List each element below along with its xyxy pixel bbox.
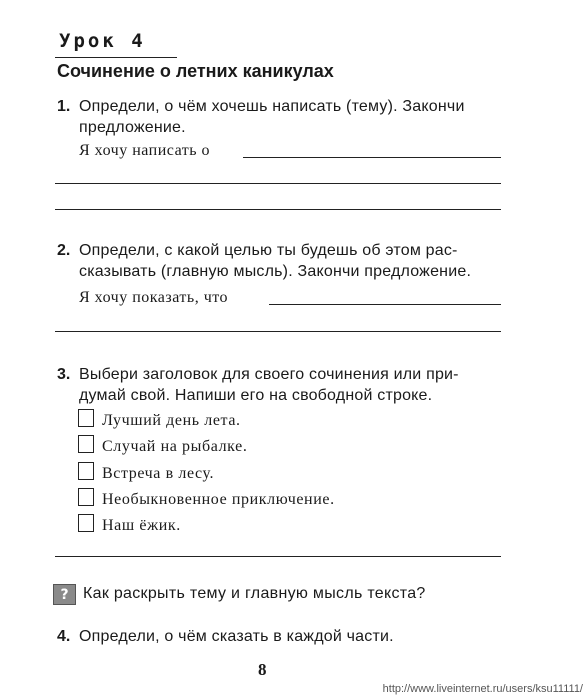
option-checkbox-4[interactable] (78, 488, 94, 506)
option-label-3: Встреча в лесу. (102, 465, 215, 482)
task2-text-line2: сказывать (главную мысль). Закончи предложение. (79, 263, 472, 280)
task4-text-line1: Определи, о чём сказать в каждой части. (79, 628, 394, 645)
task3-number: 3. (57, 366, 71, 383)
page-number: 8 (258, 660, 267, 679)
option-checkbox-1[interactable] (78, 409, 94, 427)
question-icon: ? (53, 584, 76, 605)
task1-text-line1: Определи, о чём хочешь написать (тему). Закончи (79, 98, 465, 115)
task2-answer-line-1[interactable] (269, 304, 501, 305)
option-label-4: Необыкновенное приключение. (102, 491, 335, 508)
task1-prompt: Я хочу написать о (79, 142, 211, 159)
task1-number: 1. (57, 98, 71, 115)
watermark-url: http://www.liveinternet.ru/users/ksu11111/ (382, 683, 583, 695)
task2-number: 2. (57, 242, 71, 259)
option-label-2: Случай на рыбалке. (102, 438, 248, 455)
task3-free-title-line[interactable] (55, 556, 501, 557)
option-checkbox-5[interactable] (78, 514, 94, 532)
lesson-underline (55, 57, 177, 58)
hint-text: Как раскрыть тему и главную мысль текста? (83, 585, 426, 602)
task3-text-line2: думай свой. Напиши его на свободной строке. (79, 387, 433, 404)
option-checkbox-2[interactable] (78, 435, 94, 453)
option-label-5: Наш ёжик. (102, 517, 181, 534)
task2-text-line1: Определи, с какой целью ты будешь об этом рас- (79, 242, 458, 259)
task1-answer-line-2[interactable] (55, 183, 501, 184)
option-checkbox-3[interactable] (78, 462, 94, 480)
task2-prompt: Я хочу показать, что (79, 289, 229, 306)
task3-text-line1: Выбери заголовок для своего сочинения или при- (79, 366, 459, 383)
task1-text-line2: предложение. (79, 119, 186, 136)
task4-number: 4. (57, 628, 71, 645)
task1-answer-line-1[interactable] (243, 157, 501, 158)
task1-answer-line-3[interactable] (55, 209, 501, 210)
lesson-heading: Урок 4 (59, 30, 146, 52)
task2-answer-line-2[interactable] (55, 331, 501, 332)
page-title: Сочинение о летних каникулах (57, 61, 334, 81)
option-label-1: Лучший день лета. (102, 412, 241, 429)
